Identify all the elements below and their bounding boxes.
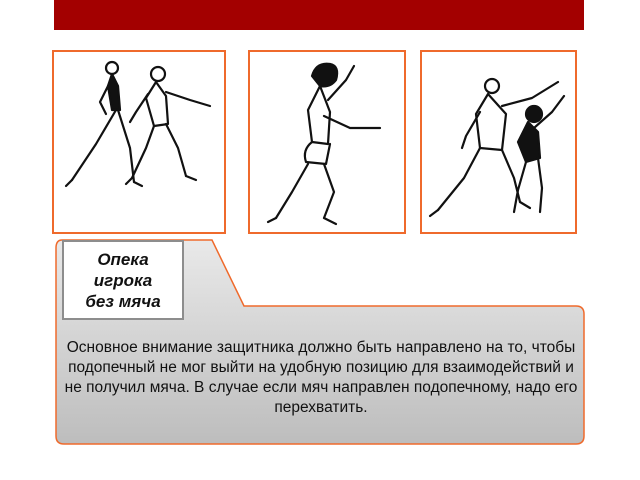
title-line-2: игрока: [93, 270, 153, 290]
title-line-1: Опека: [97, 249, 149, 269]
title-line-3: без мяча: [85, 291, 161, 311]
callout-text: Основное внимание защитника должно быть направлено на то, чтобы подопечный не мог выйти на удобную позицию для взаимодействий и не получил мяча. В случае если мяч направлен подопечному, надо его перехватить.: [64, 339, 578, 416]
callout-title: [62, 240, 184, 320]
